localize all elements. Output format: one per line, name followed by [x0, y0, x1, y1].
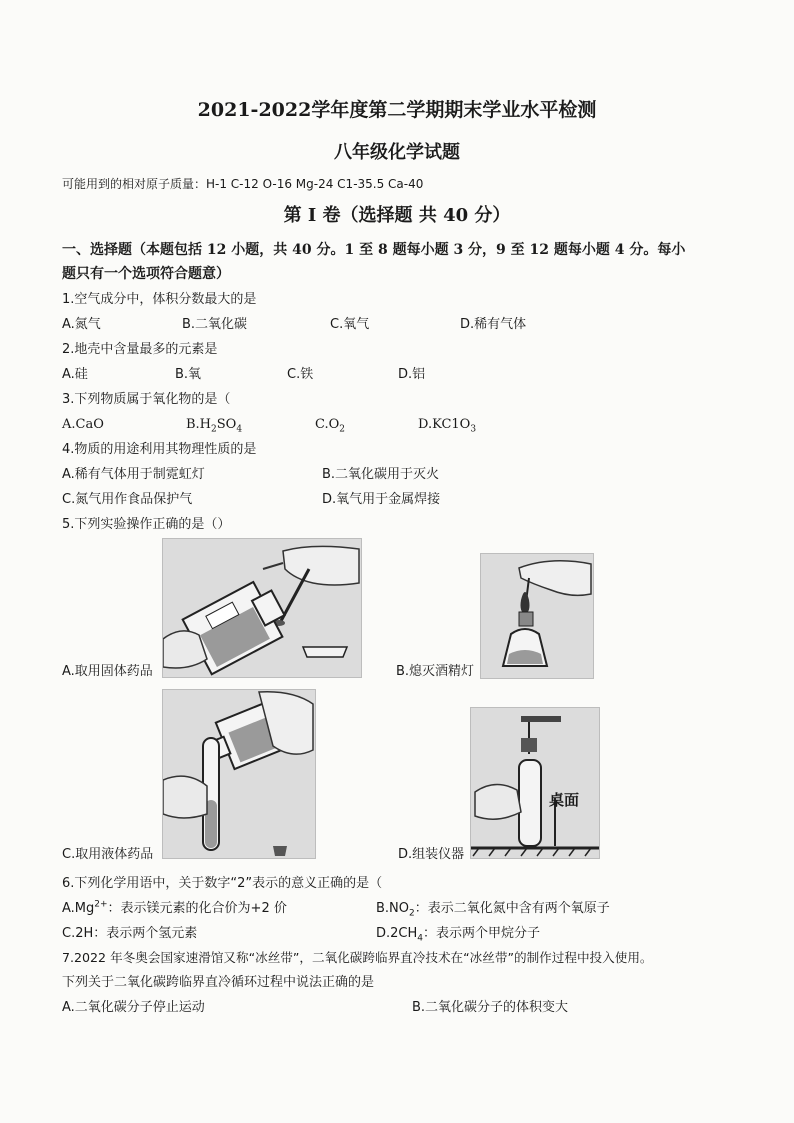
- section-instruction-line2: 题只有一个选项符合题意）: [62, 266, 230, 282]
- q1-stem: 1.空气成分中，体积分数最大的是: [62, 292, 257, 307]
- q2-option-a: A.硅: [62, 367, 88, 382]
- q2-option-b: B.氧: [175, 367, 202, 382]
- figure-solid-reagent: [162, 538, 362, 678]
- q5-option-a: A.取用固体药品: [62, 664, 153, 679]
- q2-option-c: C.铁: [287, 367, 314, 382]
- figure-assemble-apparatus: [470, 707, 600, 859]
- q6-stem: 6.下列化学用语中，关于数字“2”表示的意义正确的是（: [62, 876, 383, 891]
- figure-alcohol-lamp: [480, 553, 594, 679]
- q5-option-b: B.熄灭酒精灯: [396, 664, 475, 679]
- q5-option-c: C.取用液体药品: [62, 847, 154, 862]
- q4-option-b: B.二氧化碳用于灭火: [322, 467, 440, 482]
- q6-option-a: $A.Mg^{2+}$：表示镁元素的化合价为+2 价: [62, 899, 287, 916]
- q4-option-d: D.氧气用于金属焊接: [322, 492, 441, 507]
- q5-stem: 5.下列实验操作正确的是（）: [62, 517, 231, 532]
- q1-option-b: B.二氧化碳: [182, 317, 248, 332]
- q3-option-b: $B.H_2SO_4$: [186, 417, 243, 435]
- exam-title: 2021-2022学年度第二学期期末学业水平检测: [197, 99, 597, 121]
- q6-option-c: C.2H：表示两个氢元素: [62, 926, 198, 941]
- q2-stem: 2.地壳中含量最多的元素是: [62, 342, 218, 357]
- q6-option-b: $B.NO_2$：表示二氧化氮中含有两个氧原子: [376, 901, 610, 919]
- section-heading: 第 I 卷（选择题 共 40 分）: [283, 205, 511, 226]
- q4-stem: 4.物质的用途利用其物理性质的是: [62, 442, 257, 457]
- q3-option-a: A.CaO: [62, 417, 104, 432]
- q3-stem: 3.下列物质属于氧化物的是（: [62, 392, 231, 407]
- atomic-masses: 可能用到的相对原子质量：H-1 C-12 O-16 Mg-24 C1-35.5 Ca-40: [62, 177, 424, 191]
- section-instruction-line1: 一、选择题（本题包括 12 小题，共 40 分。1 至 8 题每小题 3 分，9 至 12 题每小题 4 分。每小: [62, 242, 686, 258]
- q5-option-d: D.组装仪器: [398, 847, 465, 862]
- q3-option-d: $D.KC1O_3$: [418, 417, 477, 435]
- figure-liquid-reagent: [162, 689, 316, 859]
- q2-option-d: D.铝: [398, 367, 426, 382]
- q7-option-a: A.二氧化碳分子停止运动: [62, 1000, 205, 1015]
- q1-option-a: A.氮气: [62, 317, 101, 332]
- q3-option-c: $C.O_2$: [315, 417, 346, 435]
- q4-option-c: C.氮气用作食品保护气: [62, 492, 193, 507]
- exam-subtitle: 八年级化学试题: [334, 142, 460, 163]
- q1-option-c: C.氧气: [330, 317, 370, 332]
- q7-option-b: B.二氧化碳分子的体积变大: [412, 1000, 569, 1015]
- q6-option-d: $D.2CH_4$：表示两个甲烷分子: [376, 926, 541, 944]
- q7-stem-line1: 7.2022 年冬奥会国家速滑馆又称“冰丝带”，二氧化碳跨临界直冷技术在“冰丝带”的制作过程中投入使用。: [62, 950, 653, 965]
- q7-stem-line2: 下列关于二氧化碳跨临界直冷循环过程中说法正确的是: [62, 975, 375, 990]
- q4-option-a: A.稀有气体用于制霓虹灯: [62, 467, 205, 482]
- figure-desk-label: 桌面: [549, 791, 580, 809]
- q1-option-d: D.稀有气体: [460, 317, 527, 332]
